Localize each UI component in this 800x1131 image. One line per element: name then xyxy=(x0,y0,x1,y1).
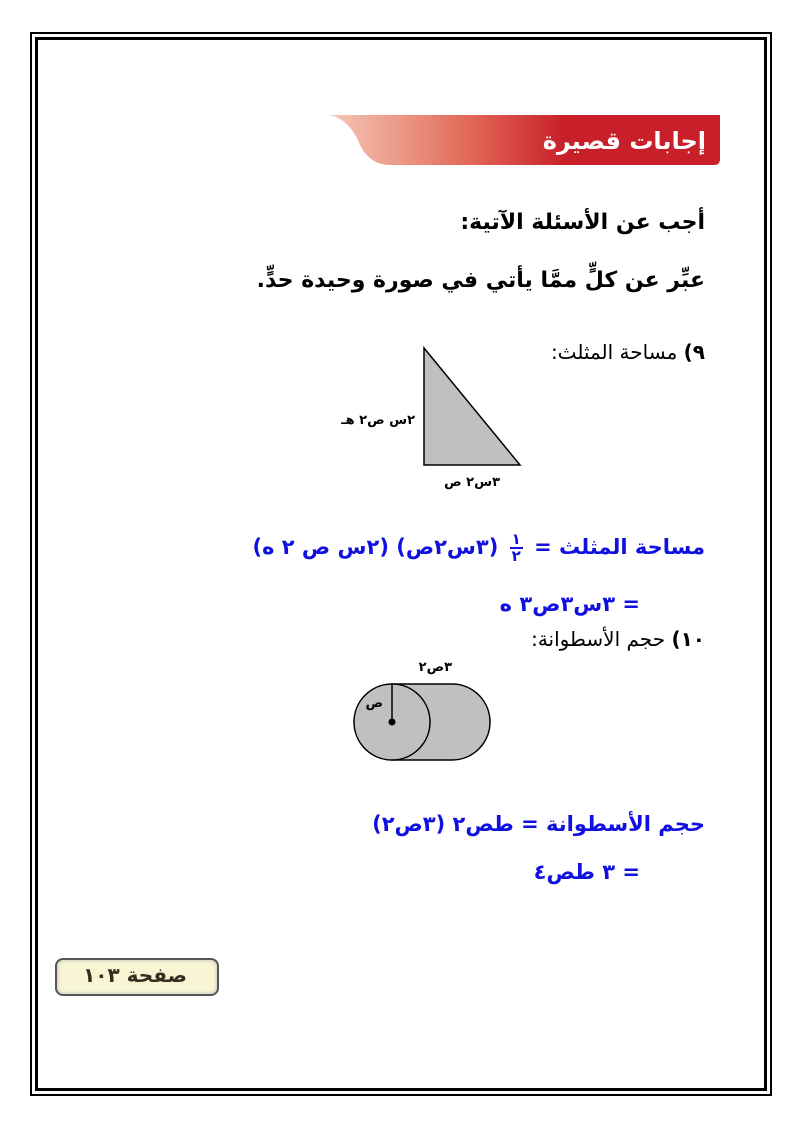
page-number-label: صفحة ١٠٣ xyxy=(83,963,187,987)
instruction-line-1: أجب عن الأسئلة الآتية: xyxy=(460,210,705,235)
answer-9-lhs: مساحة المثلث = xyxy=(534,535,705,559)
section-title: إجابات قصيرة xyxy=(542,127,706,155)
fraction-numerator: ١ xyxy=(511,530,521,548)
instruction-line-2: عبِّر عن كلٍّ ممَّا يأتي في صورة وحيدة حدٍّ. xyxy=(256,268,705,293)
question-10 xyxy=(531,627,705,651)
triangle-figure xyxy=(410,345,525,470)
question-9-text: مساحة المثلث: xyxy=(550,340,678,364)
triangle-height-label: ٢س ص٢ هـ xyxy=(341,413,415,428)
answer-9-line-1 xyxy=(252,532,705,564)
question-10-text: حجم الأسطوانة: xyxy=(531,627,666,651)
answer-9-rhs: (٣س٢ص) (٢س ص ٢ ه) xyxy=(252,535,499,559)
answer-9-line-2: = ٣س٣ص٣ ه xyxy=(499,592,640,616)
question-10-number: ١٠) xyxy=(671,627,705,651)
answer-10-line-1: حجم الأسطوانة = طص٢ (٣ص٢) xyxy=(372,812,705,836)
fraction-half xyxy=(510,532,523,564)
question-9 xyxy=(551,340,705,364)
page-frame-inner xyxy=(35,37,767,1091)
cylinder-radius-label: ص xyxy=(365,696,383,711)
triangle-base-label: ٣س٢ ص xyxy=(444,475,500,490)
answer-10-line-2: = ٣ طص٤ xyxy=(533,860,640,884)
cylinder-figure xyxy=(352,682,497,764)
question-9-number: ٩) xyxy=(683,340,705,364)
cylinder-height-label: ٣ص٢ xyxy=(418,660,452,675)
fraction-denominator: ٢ xyxy=(511,547,521,565)
